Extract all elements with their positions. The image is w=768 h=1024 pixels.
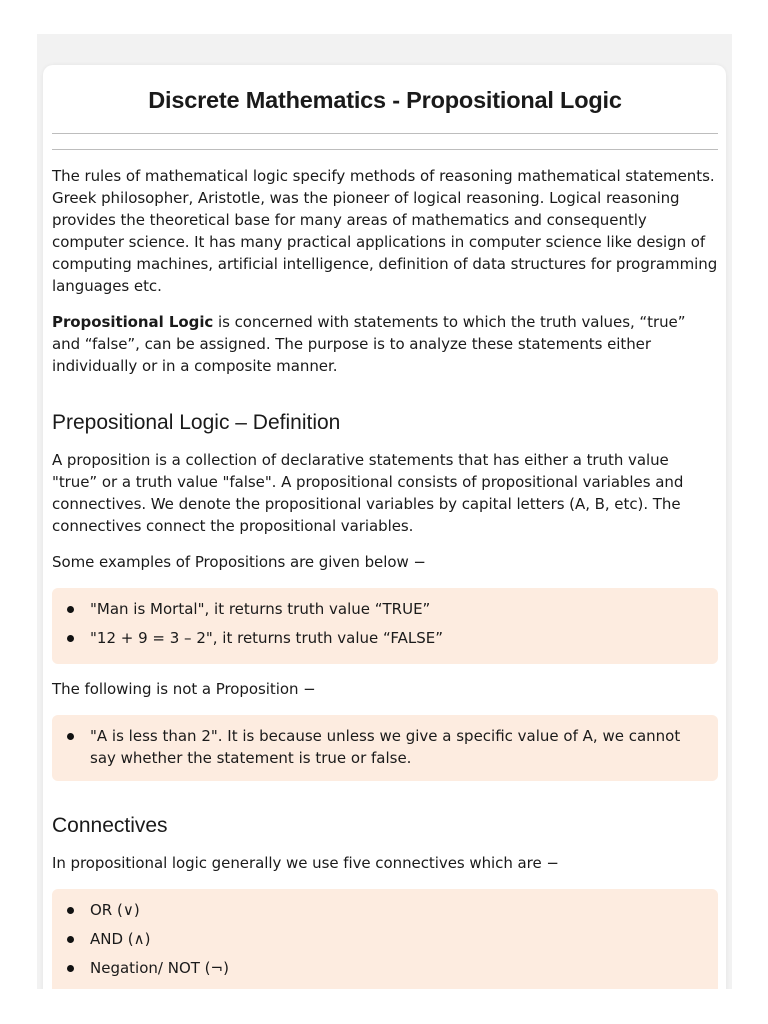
examples-list — [90, 598, 704, 649]
not-proposition-list — [90, 725, 704, 769]
not-proposition-box — [52, 715, 718, 781]
propositional-logic-paragraph — [52, 311, 718, 377]
list-item: OR (∨) — [90, 899, 704, 921]
page-background — [37, 34, 732, 989]
definition-paragraph: A proposition is a collection of declarative statements that has either a truth value "true” or a truth value "false". A propositional consists of propositional variables and connectives. We denote the propositional variables by capital letters (A, B, etc). The connectives connect the propositional variables. — [52, 451, 684, 535]
list-item: "12 + 9 = 3 – 2", it returns truth value “FALSE” — [90, 627, 704, 649]
not-proposition-intro: The following is not a Proposition − — [52, 680, 316, 698]
title-divider-top — [52, 133, 718, 134]
connectives-box — [52, 889, 718, 989]
list-item: Negation/ NOT (¬) — [90, 957, 704, 979]
connectives-heading: Connectives — [52, 814, 168, 837]
examples-box — [52, 588, 718, 664]
connectives-intro: In propositional logic generally we use five connectives which are − — [52, 854, 559, 872]
article-card — [43, 65, 726, 989]
article-content — [52, 65, 718, 989]
title-divider-bottom — [52, 149, 718, 150]
connectives-list — [90, 899, 704, 979]
propositional-logic-text: is concerned with statements to which the truth values, “true” and “false”, can be assigned. The purpose is to analyze these statements either individually or in a composite manner. — [52, 313, 686, 375]
page-title: Discrete Mathematics - Propositional Logic — [148, 87, 622, 113]
propositional-logic-term: Propositional Logic — [52, 313, 214, 331]
intro-paragraph: The rules of mathematical logic specify methods of reasoning mathematical statements. Greek philosopher, Aristotle, was the pioneer of logical reasoning. Logical reasoning provides the theoretical base for many areas of mathematics and consequently computer science. It has many practical applications in computer science like design of computing machines, artificial intelligence, definition of data structures for programming languages etc. — [52, 167, 718, 295]
list-item: "Man is Mortal", it returns truth value “TRUE” — [90, 598, 704, 620]
examples-intro: Some examples of Propositions are given below − — [52, 553, 426, 571]
list-item: AND (∧) — [90, 928, 704, 950]
definition-heading: Prepositional Logic – Definition — [52, 411, 341, 434]
list-item: "A is less than 2". It is because unless we give a specific value of A, we cannot say whether the statement is true or false. — [90, 725, 704, 769]
